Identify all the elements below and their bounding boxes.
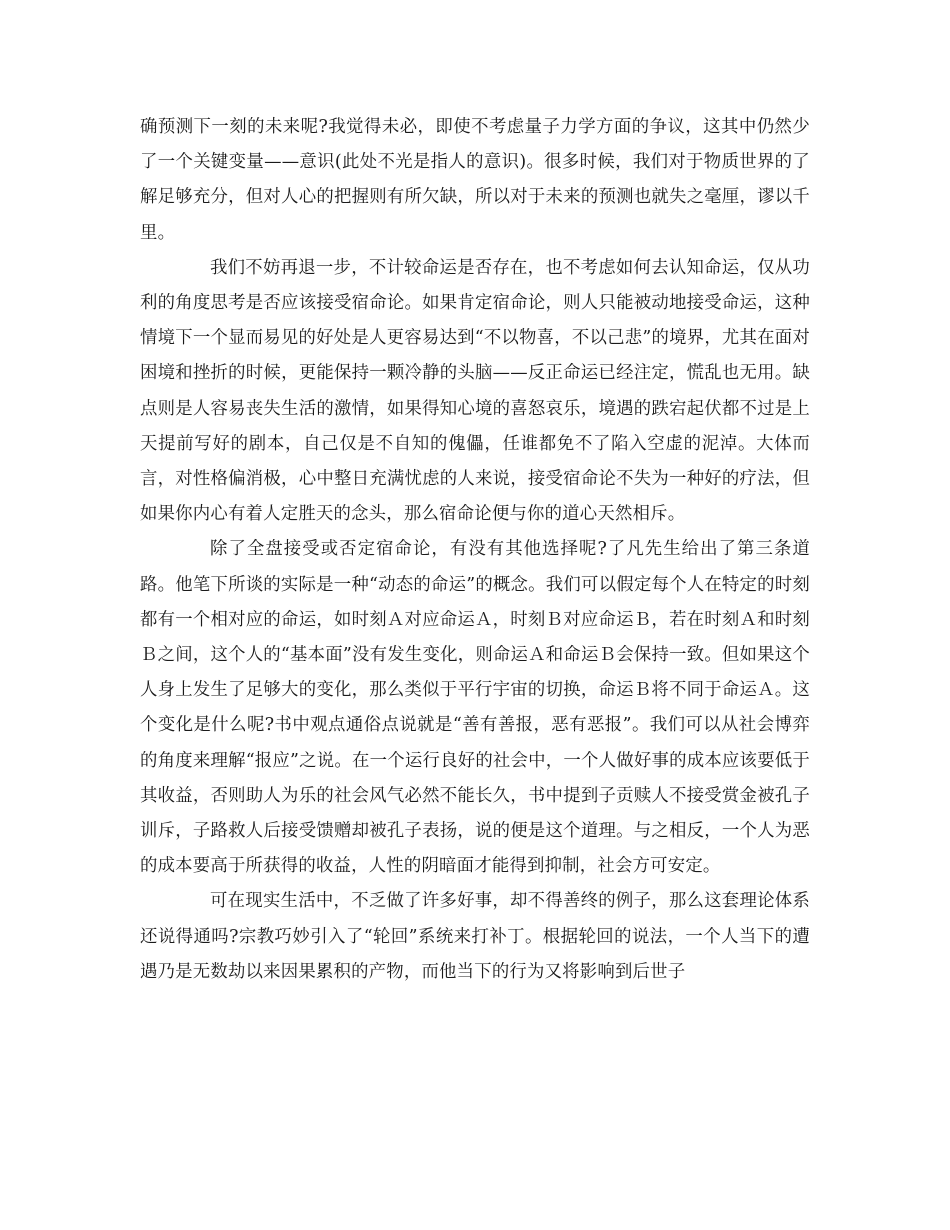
paragraph-1: 确预测下一刻的未来呢?我觉得未必，即使不考虑量子力学方面的争议，这其中仍然少了一个关键变量——意识(此处不光是指人的意识)。很多时候，我们对于物质世界的了解足够充分，但对人心的把握则有所欠缺，所以对于未来的预测也就失之毫厘，谬以千里。 <box>140 117 810 243</box>
paragraph-2: 我们不妨再退一步，不计较命运是否存在，也不考虑如何去认知命运，仅从功利的角度思考是否应该接受宿命论。如果肯定宿命论，则人只能被动地接受命运，这种情境下一个显而易见的好处是人更容易达到“不以物喜，不以己悲”的境界，尤其在面对困境和挫折的时候，更能保持一颗冷静的头脑——反正命运已经注定，慌乱也无用。缺点则是人容易丧失生活的激情，如果得知心境的喜怒哀乐，境遇的跌宕起伏都不过是上天提前写好的剧本，自己仅是不自知的傀儡，任谁都免不了陷入空虚的泥淖。大体而言，对性格偏消极，心中整日充满忧虑的人来说，接受宿命论不失为一种好的疗法，但如果你内心有着人定胜天的念头，那么宿命论便与你的道心天然相斥。 <box>140 257 810 525</box>
document-body <box>140 110 810 990</box>
paragraph-4: 可在现实生活中，不乏做了许多好事，却不得善终的例子，那么这套理论体系还说得通吗?宗教巧妙引入了“轮回”系统来打补丁。根据轮回的说法，一个人当下的遭遇乃是无数劫以来因果累积的产物，而他当下的行为又将影响到后世子 <box>140 891 810 982</box>
paragraph-3: 除了全盘接受或否定宿命论，有没有其他选择呢?了凡先生给出了第三条道路。他笔下所谈的实际是一种“动态的命运”的概念。我们可以假定每个人在特定的时刻都有一个相对应的命运，如时刻Ａ对应命运Ａ，时刻Ｂ对应命运Ｂ，若在时刻Ａ和时刻Ｂ之间，这个人的“基本面”没有发生变化，则命运Ａ和命运Ｂ会保持一致。但如果这个人身上发生了足够大的变化，那么类似于平行宇宙的切换，命运Ｂ将不同于命运Ａ。这个变化是什么呢?书中观点通俗点说就是“善有善报，恶有恶报”。我们可以从社会博弈的角度来理解“报应”之说。在一个运行良好的社会中，一个人做好事的成本应该要低于其收益，否则助人为乐的社会风气必然不能长久，书中提到子贡赎人不接受赏金被孔子训斥，子路救人后接受馈赠却被孔子表扬，说的便是这个道理。与之相反，一个人为恶的成本要高于所获得的收益，人性的阴暗面才能得到抑制，社会方可安定。 <box>140 539 810 877</box>
